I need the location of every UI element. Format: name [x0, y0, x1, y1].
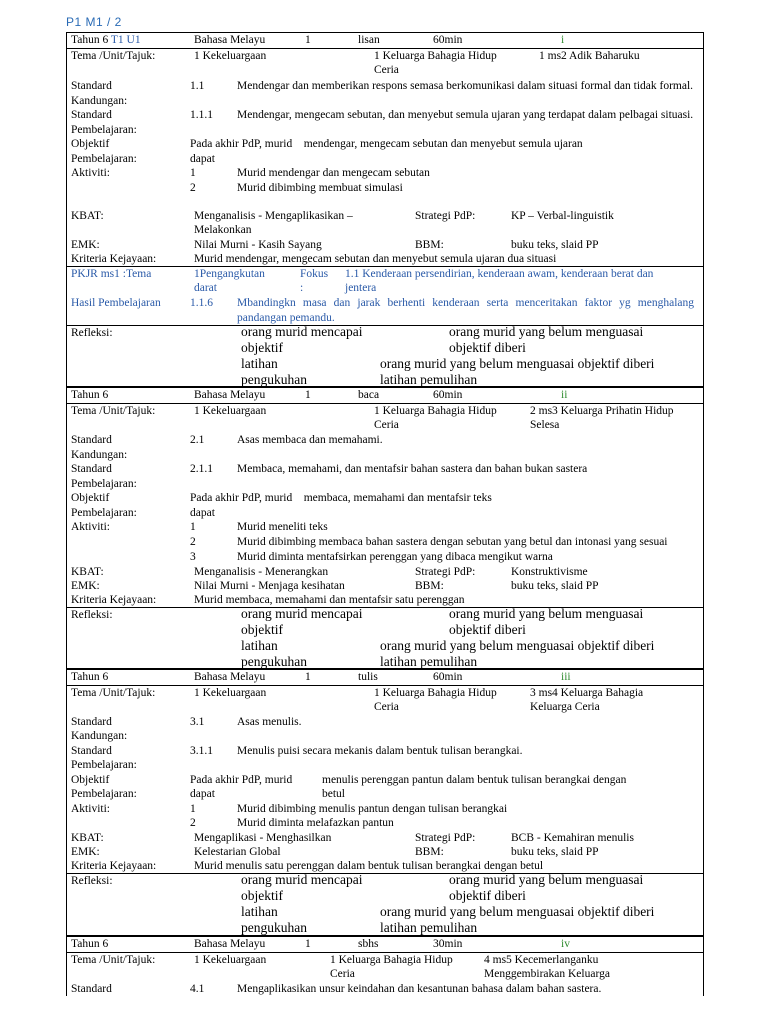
lesson-plan-document	[66, 32, 704, 996]
tema-value: 1 Kekeluargaan	[194, 50, 267, 62]
hasil-label: Hasil Pembelajaran	[71, 297, 161, 309]
kbat-value-a: Menganalisis - Mengaplikasikan –	[194, 210, 353, 222]
sp-label: Standard	[71, 109, 112, 121]
sp-text: Menulis puisi secara mekanis dalam bentuk tulisan berangkai.	[237, 744, 523, 757]
skill: lisan	[358, 34, 380, 46]
refleksi-row: Refleksi: orang murid mencapai orang murid yang belum menguasai objektif objektif diberi latihan orang murid yang belum menguasai objektif diberi pengukuhan latihan pemulihan	[71, 324, 655, 387]
objektif-text: menulis perenggan pantun dalam bentuk tulisan berangkai dengan	[322, 773, 627, 786]
tajuk-value-b: Keluarga Ceria	[530, 700, 600, 713]
sk-label: Standard	[71, 80, 112, 92]
aktiviti-3: Murid diminta mentafsirkan perenggan yang dibaca mengikut warna	[237, 551, 553, 563]
standard-pembelajaran-row: Standard Pembelajaran: 1.1.1 Mendengar, mengecam sebutan, dan menyebut semula ujaran yang terdapat dalam pelbagai situasi.	[71, 109, 694, 136]
tahun-extra: T1 U1	[110, 34, 141, 46]
aktiviti-2: Murid diminta melafazkan pantun	[237, 817, 394, 829]
sk-text: Mendengar dan memberikan respons semasa berkomunikasi dalam situasi formal dan tidak formal.	[237, 80, 694, 92]
lesson-section-2	[66, 387, 704, 669]
tajuk-value-a: 2 ms3 Keluarga Prihatin Hidup	[530, 405, 674, 417]
standard-pembelajaran-row: Standard Pembelajaran: 3.1.1 Menulis puisi secara mekanis dalam bentuk tulisan berangkai.	[67, 744, 703, 773]
section-3-title-row: Tahun 6 Bahasa Melayu 1 tulis 60min iii	[67, 670, 703, 686]
emk-value: Nilai Murni - Kasih Sayang	[194, 239, 322, 251]
duration: 60min	[433, 34, 463, 46]
pkjr-label: PKJR ms1 :Tema	[71, 268, 152, 280]
lesson-section-4	[66, 936, 704, 997]
emk-value: Nilai Murni - Menjaga kesihatan	[194, 579, 345, 592]
kriteria-row: Kriteria Kejayaan: Murid menulis satu perenggan dalam bentuk tulisan berangkai dengan betul	[67, 859, 703, 874]
standard-pembelajaran-row: Standard Pembelajaran: 2.1.1 Membaca, memahami, dan mentafsir bahan sastera dan bahan bukan sastera	[67, 462, 703, 491]
hasil-row: Hasil Pembelajaran 1.1.6 Mbandingkn masa dan jarak berhenti kenderaan serta menceritakan faktor yg menghalang pandangan pemandu.	[67, 296, 703, 326]
roman-numeral: iv	[561, 937, 570, 950]
kbat-value: Menganalisis - Menerangkan	[194, 565, 329, 578]
sp-text: Membaca, memahami, dan mentafsir bahan sastera dan bahan bukan sastera	[237, 463, 588, 475]
unit-value-a: 1 Keluarga Bahagia Hidup	[374, 50, 497, 62]
refleksi-row: Refleksi: orang murid mencapai orang murid yang belum menguasai objektif objektif diberi latihan orang murid yang belum menguasai objektif diberi pengukuhan latihan pemulihan	[71, 605, 655, 669]
objektif-row: Objektif Pembelajaran: Pada akhir PdP, murid menulis perenggan pantun dalam bentuk tulisan berangkai dengan dapat betul	[67, 773, 703, 802]
kbat-label: KBAT:	[71, 210, 104, 222]
standard-kandungan-row: Standard Kandungan: 1.1 Mendengar dan memberikan respons semasa berkomunikasi dalam situasi formal dan tidak formal.	[71, 80, 694, 107]
aktiviti-row: Aktiviti: 1 Murid dibimbing menulis pantun dengan tulisan berangkai 2 Murid diminta melafazkan pantun	[71, 802, 508, 829]
kriteria-value: Murid menulis satu perenggan dalam bentuk tulisan berangkai dengan betul	[194, 859, 544, 872]
emk-row: EMK: Nilai Murni - Menjaga kesihatan BBM: buku teks, slaid PP	[71, 579, 599, 592]
section-4-title-row: Tahun 6 Bahasa Melayu 1 sbhs 30min iv	[67, 937, 703, 953]
strategi-label: Strategi PdP:	[415, 210, 476, 222]
duration: 60min	[433, 389, 463, 401]
emk-label: EMK:	[71, 239, 100, 251]
section-1-title-row	[67, 33, 703, 49]
kbat-value-b: Melakonkan	[194, 224, 252, 236]
skill: tulis	[358, 670, 378, 683]
period: 1	[305, 34, 311, 46]
section-2-title-row	[67, 388, 703, 404]
pkjr-tema: 1Pengangkutan	[194, 268, 265, 280]
aktiviti-row: Aktiviti: 1 Murid mendengar dan mengecam sebutan 2 Murid dibimbing membuat simulasi	[67, 166, 703, 195]
lesson-section-3	[66, 669, 704, 936]
page-header: P1 M1 / 2	[66, 15, 122, 29]
tajuk-value-a: 4 ms5 Kecemerlanganku	[484, 953, 599, 966]
sk-text: Mengaplikasikan unsur keindahan dan kesantunan bahasa dalam bahan sastera.	[237, 982, 602, 995]
standard-kandungan-row: Standard Kandungan: 2.1 Asas membaca dan memahami.	[67, 433, 703, 462]
standard-kandungan-row: Standard 4.1 Mengaplikasikan unsur keindahan dan kesantunan bahasa dalam bahan sastera.	[71, 982, 602, 995]
duration: 30min	[433, 937, 463, 950]
skill: baca	[358, 389, 380, 401]
bbm-label: BBM:	[415, 239, 444, 251]
tajuk-value-b: Menggembirakan Keluarga	[484, 967, 610, 980]
emk-row	[67, 238, 703, 252]
tema-row: Tema /Unit/Tajuk: 1 Kekeluargaan 1 Keluarga Bahagia Hidup Ceria 2 ms3 Keluarga Prihatin Hidup Selesa	[71, 405, 674, 431]
aktiviti-2: Murid dibimbing membuat simulasi	[237, 181, 403, 194]
aktiviti-1: Murid dibimbing menulis pantun dengan tulisan berangkai	[237, 802, 508, 815]
kbat-row: KBAT: Mengaplikasi - Menghasilkan Strategi PdP: BCB - Kemahiran menulis	[71, 831, 634, 844]
subject: Bahasa Melayu	[194, 389, 266, 401]
roman-numeral: i	[561, 34, 565, 46]
emk-row: EMK: Kelestarian Global BBM: buku teks, slaid PP	[71, 845, 599, 858]
sp-text: Mendengar, mengecam sebutan, dan menyebut semula ujaran yang terdapat dalam pelbagai situasi.	[237, 109, 694, 121]
hasil-text: Mbandingkn masa dan jarak berhenti kenderaan serta menceritakan faktor yg menghalang pandangan pemandu.	[237, 297, 694, 324]
tema-row	[67, 49, 703, 79]
strategi-value: Konstruktivisme	[511, 565, 588, 578]
refleksi-label: Refleksi:	[71, 327, 113, 339]
pkjr-row: PKJR ms1 :Tema 1Pengangkutan Fokus 1.1 Kenderaan persendirian, kenderaan awam, kenderaan berat dan darat : jentera	[71, 268, 654, 294]
aktiviti-label: Aktiviti:	[71, 167, 110, 179]
aktiviti-row: Aktiviti: 1 Murid meneliti teks 2 Murid dibimbing membaca bahan sastera dengan sebutan yang betul dan intonasi yang sesuai 3 Murid diminta mentafsirkan perenggan yang dibaca mengikut warna	[67, 520, 703, 565]
kbat-value: Mengaplikasi - Menghasilkan	[194, 831, 332, 844]
bbm-value: buku teks, slaid PP	[511, 239, 599, 251]
tema-row: Tema /Unit/Tajuk: 1 Kekeluargaan 1 Keluarga Bahagia Hidup Ceria 3 ms4 Keluarga Bahagia Keluarga Ceria	[71, 686, 644, 713]
period: 1	[305, 389, 311, 401]
standard-kandungan-row: Standard Kandungan: 3.1 Asas menulis.	[67, 715, 703, 744]
sk-text: Asas menulis.	[237, 715, 302, 728]
tema-value: 1 Kekeluargaan	[194, 405, 267, 417]
kriteria-value: Murid mendengar, mengecam sebutan dan menyebut semula ujaran dua situasi	[194, 253, 557, 265]
lesson-section-1	[66, 32, 704, 387]
tahun: Tahun 6	[71, 34, 109, 46]
unit-value-b: Ceria	[374, 64, 399, 76]
kbat-row: KBAT: Menganalisis - Menerangkan Strategi PdP: Konstruktivisme	[71, 565, 588, 578]
sk-text: Asas membaca dan memahami.	[237, 434, 383, 446]
refleksi-row: Refleksi: orang murid mencapai orang murid yang belum menguasai objektif objektif diberi latihan orang murid yang belum menguasai objektif diberi pengukuhan latihan pemulihan	[71, 871, 655, 935]
skill: sbhs	[358, 937, 379, 950]
pkjr-fokus: Fokus	[300, 268, 329, 280]
objektif-row: Objektif Pembelajaran: Pada akhir PdP, murid mendengar, mengecam sebutan dan menyebut semula ujaran dapat	[71, 138, 583, 165]
strategi-value: KP – Verbal-linguistik	[511, 210, 614, 222]
tajuk-value: 1 ms2 Adik Baharuku	[539, 50, 640, 62]
tema-row: Tema /Unit/Tajuk: 1 Kekeluargaan 1 Keluarga Bahagia Hidup Ceria 4 ms5 Kecemerlanganku Menggembirakan Keluarga	[71, 953, 610, 980]
tema-label: Tema /Unit/Tajuk:	[71, 50, 156, 62]
duration: 60min	[433, 670, 463, 683]
objektif-row: Objektif Pembelajaran: Pada akhir PdP, murid membaca, memahami dan mentafsir teks dapat	[71, 492, 492, 519]
objektif-label: Objektif	[71, 138, 110, 150]
strategi-value: BCB - Kemahiran menulis	[511, 831, 634, 844]
tajuk-value-a: 3 ms4 Keluarga Bahagia	[530, 686, 644, 699]
kriteria-label: Kriteria Kejayaan:	[71, 253, 157, 265]
objektif-text: mendengar, mengecam sebutan dan menyebut semula ujaran	[303, 138, 583, 150]
objektif-text: membaca, memahami dan mentafsir teks	[303, 492, 492, 504]
aktiviti-2: Murid dibimbing membaca bahan sastera dengan sebutan yang betul dan intonasi yang sesuai	[237, 535, 668, 548]
tahun: Tahun 6	[71, 389, 109, 401]
tema-label: Tema /Unit/Tajuk:	[71, 405, 156, 417]
pkjr-text: 1.1 Kenderaan persendirian, kenderaan awam, kenderaan berat dan	[345, 268, 654, 280]
aktiviti-1: Murid mendengar dan mengecam sebutan	[237, 167, 430, 179]
kriteria-value: Murid membaca, memahami dan mentafsir satu perenggan	[194, 593, 465, 606]
emk-value: Kelestarian Global	[194, 845, 281, 858]
tajuk-value-b: Selesa	[530, 419, 560, 431]
subject: Bahasa Melayu	[194, 34, 266, 46]
kbat-row	[67, 209, 703, 238]
kriteria-row	[67, 252, 703, 267]
roman-numeral: ii	[561, 389, 568, 401]
roman-numeral: iii	[561, 670, 571, 683]
kriteria-row: Kriteria Kejayaan: Murid membaca, memahami dan mentafsir satu perenggan	[67, 593, 703, 608]
aktiviti-1: Murid meneliti teks	[237, 521, 328, 533]
